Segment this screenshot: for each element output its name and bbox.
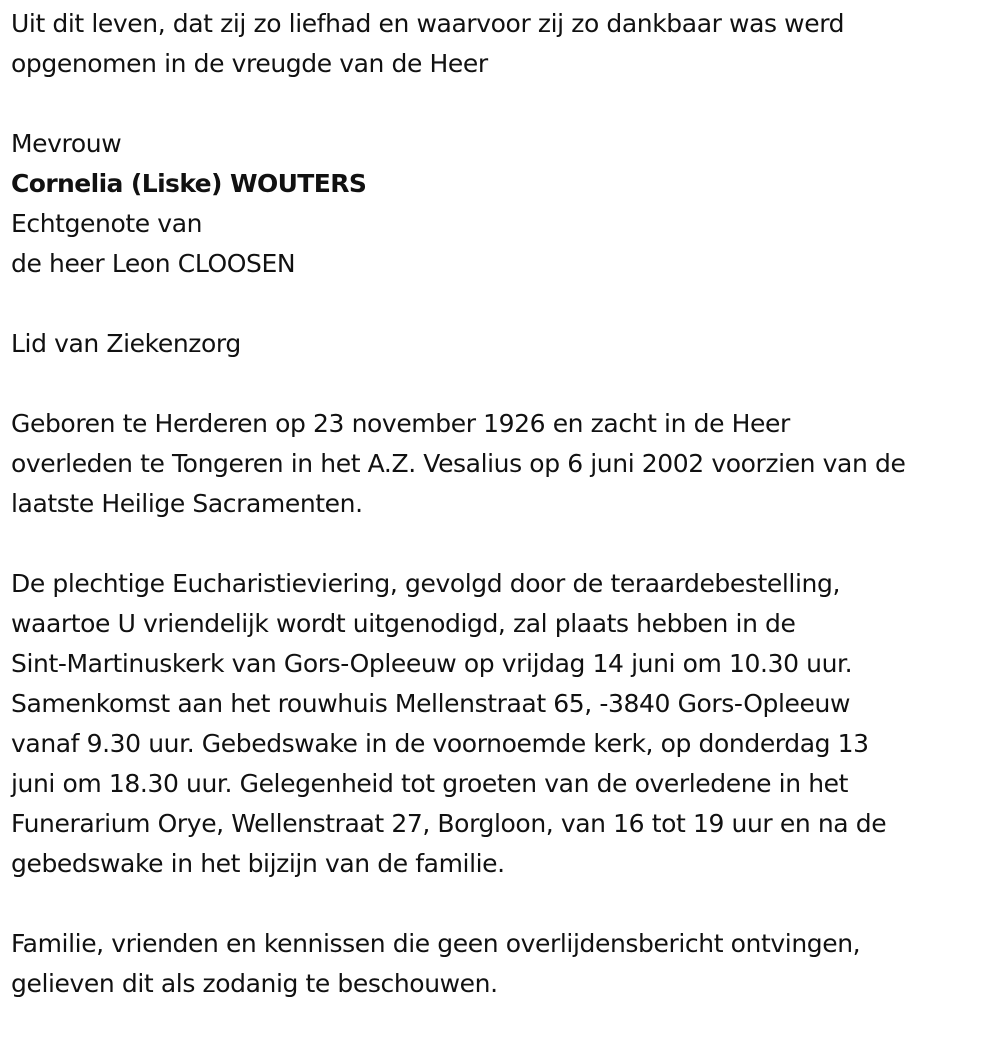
obituary-document (11, 4, 996, 1004)
spacer (11, 84, 996, 124)
ceremony-line: Samenkomst aan het rouwhuis Mellenstraat 65, -3840 Gors-Opleeuw (11, 689, 850, 718)
closing-line: gelieven dit als zodanig te beschouwen. (11, 969, 498, 998)
closing-line: Familie, vrienden en kennissen die geen overlijdensbericht ontvingen, (11, 929, 861, 958)
spacer (11, 364, 996, 404)
birth-death-paragraph (11, 404, 996, 524)
spacer (11, 284, 996, 324)
intro-line: Uit dit leven, dat zij zo liefhad en waarvoor zij zo dankbaar was werd (11, 9, 845, 38)
ceremony-line: Funerarium Orye, Wellenstraat 27, Borgloon, van 16 tot 19 uur en na de (11, 809, 887, 838)
salutation: Mevrouw (11, 129, 122, 158)
spacer (11, 524, 996, 564)
intro-line: opgenomen in de vreugde van de Heer (11, 49, 488, 78)
ceremony-line: De plechtige Eucharistieviering, gevolgd door de teraardebestelling, (11, 569, 840, 598)
membership: Lid van Ziekenzorg (11, 329, 241, 358)
ceremony-line: Sint-Martinuskerk van Gors-Opleeuw op vrijdag 14 juni om 10.30 uur. (11, 649, 853, 678)
spouse-line: Echtgenote van (11, 209, 203, 238)
birth-death-line: Geboren te Herderen op 23 november 1926 en zacht in de Heer (11, 409, 790, 438)
deceased-name: Cornelia (Liske) WOUTERS (11, 169, 367, 198)
ceremony-line: gebedswake in het bijzijn van de familie. (11, 849, 505, 878)
closing-paragraph (11, 924, 996, 1004)
spacer (11, 884, 996, 924)
ceremony-paragraph (11, 564, 996, 884)
ceremony-line: vanaf 9.30 uur. Gebedswake in de voornoemde kerk, op donderdag 13 (11, 729, 869, 758)
ceremony-line: waartoe U vriendelijk wordt uitgenodigd, zal plaats hebben in de (11, 609, 796, 638)
intro-paragraph (11, 4, 996, 84)
birth-death-line: overleden te Tongeren in het A.Z. Vesalius op 6 juni 2002 voorzien van de (11, 449, 906, 478)
birth-death-line: laatste Heilige Sacramenten. (11, 489, 363, 518)
spouse-name: de heer Leon CLOOSEN (11, 249, 296, 278)
ceremony-line: juni om 18.30 uur. Gelegenheid tot groeten van de overledene in het (11, 769, 849, 798)
